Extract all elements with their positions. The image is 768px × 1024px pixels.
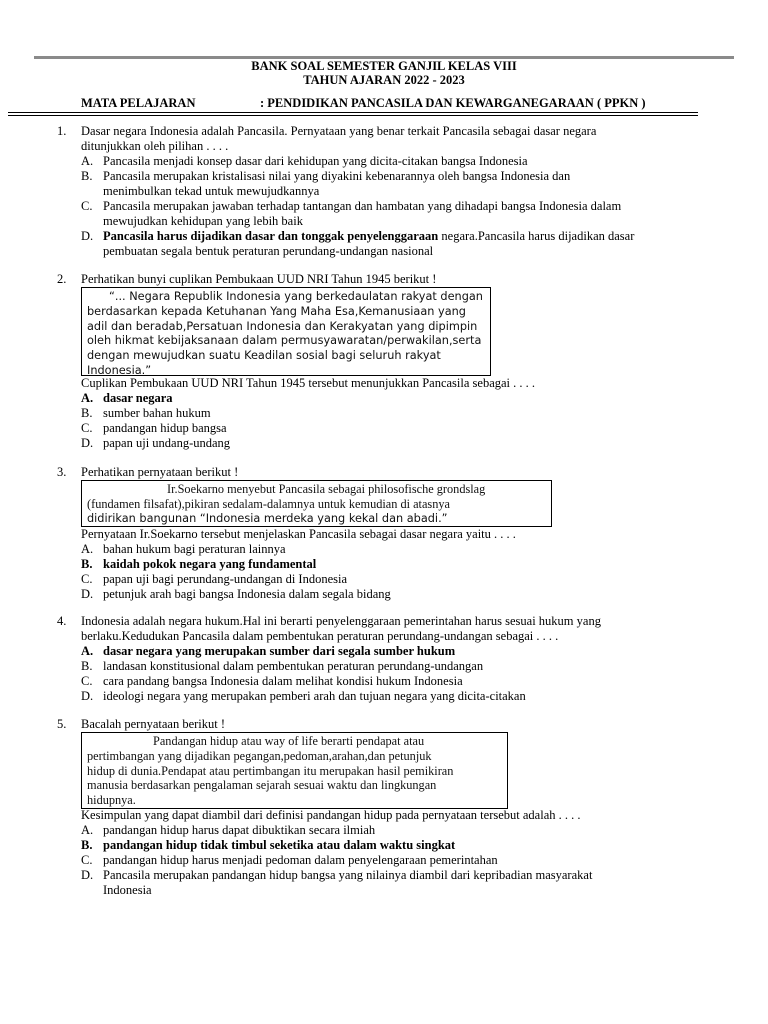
option-d[interactable]: D. Pancasila merupakan pandangan hidup bangsa yang nilainya diambil dari kepribadian masyarakat Indonesia xyxy=(81,868,593,897)
option-d[interactable]: D. ideologi negara yang merupakan pemberi arah dan tujuan negara yang dicita-citakan xyxy=(81,689,526,703)
subject-value: : PENDIDIKAN PANCASILA DAN KEWARGANEGARAAN ( PPKN ) xyxy=(260,96,646,110)
question-number: 2. xyxy=(57,272,67,286)
option-a[interactable]: A. pandangan hidup harus dapat dibuktikan secara ilmiah xyxy=(81,823,376,837)
question-stem: Perhatikan bunyi cuplikan Pembukaan UUD NRI Tahun 1945 berikut ! xyxy=(81,272,437,286)
question-2-body xyxy=(0,376,768,451)
answer-highlight: Pancasila harus dijadikan dasar dan tonggak penyelenggaraan xyxy=(103,229,439,243)
subject-label: MATA PELAJARAN xyxy=(81,96,196,110)
question-3-body xyxy=(0,527,768,602)
option-c[interactable]: C. papan uji bagi perundang-undangan di Indonesia xyxy=(81,572,348,586)
question-5-body xyxy=(0,808,768,898)
document-subtitle: TAHUN AJARAN 2022 - 2023 xyxy=(303,73,465,87)
option-b[interactable]: B. pandangan hidup tidak timbul seketika atau dalam waktu singkat xyxy=(81,838,456,852)
quote-box: Pandangan hidup atau way of life berarti pendapat atau pertimbangan yang dijadikan pegangan,pedoman,arahan,dan petunjuk hidup di dunia.Pendapat atau pertimbangan itu merupakan hasil pemikiran manusia berdasarkan pengalaman sejarah sesuai waktu dan lingkungan hidupnya. xyxy=(81,732,508,809)
question-number: 1. xyxy=(57,124,67,138)
question-prompt: Cuplikan Pembukaan UUD NRI Tahun 1945 tersebut menunjukkan Pancasila sebagai . . . . xyxy=(81,376,536,390)
question-prompt: Pernyataan Ir.Soekarno tersebut menjelaskan Pancasila sebagai dasar negara yaitu . . . . xyxy=(81,527,516,541)
question-1 xyxy=(0,124,768,259)
document-title: BANK SOAL SEMESTER GANJIL KELAS VIII xyxy=(251,59,517,73)
option-d[interactable]: D. Pancasila harus dijadikan dasar dan tonggak penyelenggaraan negara.Pancasila harus dijadikan dasar pembuatan segala bentuk peraturan perundang-undangan nasional xyxy=(81,229,635,258)
question-2 xyxy=(0,272,768,287)
option-a[interactable]: A. bahan hukum bagi peraturan lainnya xyxy=(81,542,286,556)
quote-box: “... Negara Republik Indonesia yang berkedaulatan rakyat dengan berdasarkan kepada Ketuhanan Yang Maha Esa,Kemanusiaan yang adil dan beradab,Persatuan Indonesia dan Kerakyatan yang dipimpin oleh hikmat kebijaksanaan dalam permusyawaratan/perwakilan,serta dengan mewujudkan suatu Keadilan sosial bagi seluruh rakyat Indonesia.” xyxy=(81,287,491,376)
question-3 xyxy=(0,465,768,480)
option-b[interactable]: B. landasan konstitusional dalam pembentukan peraturan perundang-undangan xyxy=(81,659,484,673)
question-number: 4. xyxy=(57,614,67,628)
double-rule xyxy=(8,109,698,119)
question-stem: Indonesia adalah negara hukum.Hal ini berarti penyelenggaraan pemerintahan harus sesuai hukum yang berlaku.Kedudukan Pancasila dalam pembentukan peraturan perundang-undangan sebagai . . . . xyxy=(81,614,601,643)
question-4 xyxy=(0,614,768,704)
option-a[interactable]: A. dasar negara xyxy=(81,391,173,405)
question-stem: Bacalah pernyataan berikut ! xyxy=(81,717,226,731)
option-b[interactable]: B. kaidah pokok negara yang fundamental xyxy=(81,557,317,571)
option-c[interactable]: C. pandangan hidup bangsa xyxy=(81,421,227,435)
question-prompt: Kesimpulan yang dapat diambil dari definisi pandangan hidup pada pernyataan tersebut adalah . . . . xyxy=(81,808,581,822)
option-d[interactable]: D. papan uji undang-undang xyxy=(81,436,231,450)
question-5 xyxy=(0,717,768,732)
question-number: 3. xyxy=(57,465,67,479)
question-stem: Dasar negara Indonesia adalah Pancasila. Pernyataan yang benar terkait Pancasila sebagai dasar negara ditunjukkan oleh pilihan . . . . xyxy=(81,124,597,153)
option-a[interactable]: A. Pancasila menjadi konsep dasar dari kehidupan yang dicita-citakan bangsa Indonesia xyxy=(81,154,528,168)
question-stem: Perhatikan pernyataan berikut ! xyxy=(81,465,239,479)
option-b[interactable]: B. Pancasila merupakan kristalisasi nilai yang diyakini kebenarannya oleh bangsa Indonesia dan menimbulkan tekad untuk mewujudkannya xyxy=(81,169,571,198)
quote-box: Ir.Soekarno menyebut Pancasila sebagai philosofische grondslag (fundamen filsafat),pikiran sedalam-dalamnya untuk kemudian di atasnya didirikan bangunan “Indonesia merdeka yang kekal dan abadi.” xyxy=(81,480,552,527)
option-a[interactable]: A. dasar negara yang merupakan sumber dari segala sumber hukum xyxy=(81,644,456,658)
option-c[interactable]: C. cara pandang bangsa Indonesia dalam melihat kondisi hukum Indonesia xyxy=(81,674,463,688)
option-b[interactable]: B. sumber bahan hukum xyxy=(81,406,211,420)
question-number: 5. xyxy=(57,717,67,731)
option-d[interactable]: D. petunjuk arah bagi bangsa Indonesia dalam segala bidang xyxy=(81,587,391,601)
option-c[interactable]: C. Pancasila merupakan jawaban terhadap tantangan dan hambatan yang dihadapi bangsa Indonesia dalam mewujudkan kehidupan yang lebih baik xyxy=(81,199,622,228)
option-c[interactable]: C. pandangan hidup harus menjadi pedoman dalam penyelengaraan pemerintahan xyxy=(81,853,498,867)
